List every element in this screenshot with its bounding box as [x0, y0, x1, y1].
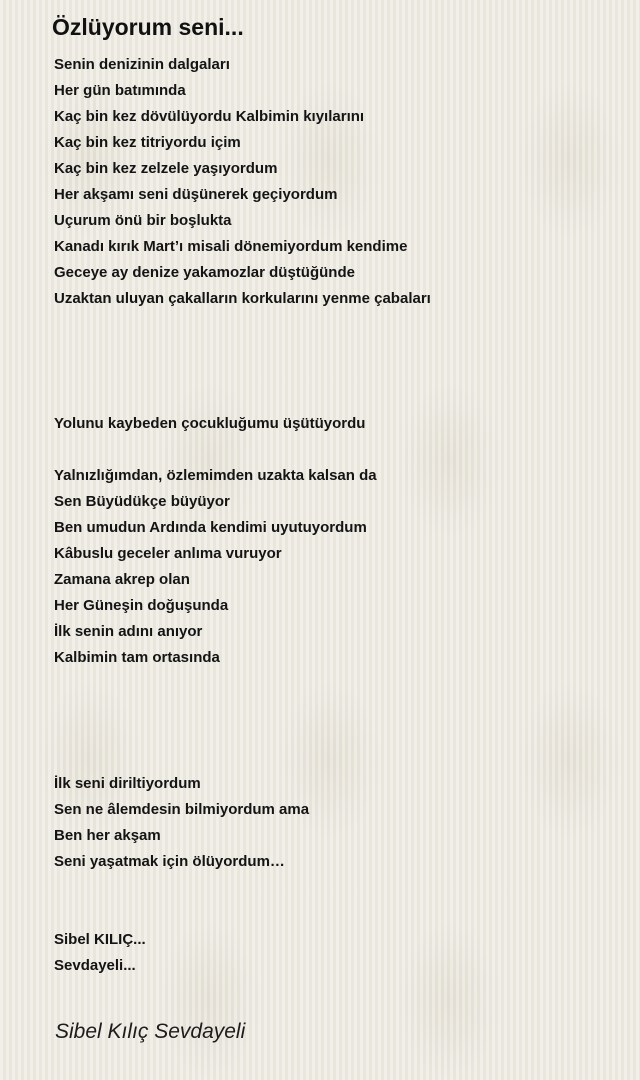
poem-line: Kanadı kırık Mart’ı misali dönemiyordum kendime — [54, 238, 408, 255]
poem-line: Seni yaşatmak için ölüyordum… — [54, 853, 285, 870]
poem-line: Senin denizinin dalgaları — [54, 56, 230, 73]
signature-line: Sibel KILIÇ... — [54, 931, 146, 948]
poem-line: Kaç bin kez titriyordu içim — [54, 134, 241, 151]
poem-line: Her Güneşin doğuşunda — [54, 597, 229, 614]
signature-block — [54, 927, 146, 979]
poem-line: Uçurum önü bir boşlukta — [54, 212, 232, 229]
poem-line: Sen ne âlemdesin bilmiyordum ama — [54, 801, 310, 818]
poem-line: Kaç bin kez dövülüyordu Kalbimin kıyılarını — [54, 108, 365, 125]
poem-line: Sen Büyüdükçe büyüyor — [54, 493, 230, 510]
signature-line: Sevdayeli... — [54, 957, 136, 974]
stanza-1 — [54, 52, 431, 312]
poem-line: Her akşamı seni düşünerek geçiyordum — [54, 186, 338, 203]
poem-line: İlk seni diriltiyordum — [54, 775, 201, 792]
poem-line: Her gün batımında — [54, 82, 186, 99]
poem-line: Zamana akrep olan — [54, 571, 190, 588]
stanza-2 — [54, 411, 377, 671]
poem-line: Kalbimin tam ortasında — [54, 649, 220, 666]
poem-line: Yalnızlığımdan, özlemimden uzakta kalsan da — [54, 467, 377, 484]
author-name: Sibel Kılıç Sevdayeli — [55, 1020, 246, 1043]
stanza-3 — [54, 771, 309, 875]
poem-line: Ben umudun Ardında kendimi uyutuyordum — [54, 519, 367, 536]
poem-blank-line — [54, 437, 377, 463]
poem-line: Kâbuslu geceler anlıma vuruyor — [54, 545, 282, 562]
poem-line: Uzaktan uluyan çakalların korkularını yenme çabaları — [54, 290, 431, 307]
poem-title: Özlüyorum seni... — [52, 14, 244, 40]
poem-line: Kaç bin kez zelzele yaşıyordum — [54, 160, 278, 177]
poem-line: Yolunu kaybeden çocukluğumu üşütüyordu — [54, 415, 366, 432]
poem-line: İlk senin adını anıyor — [54, 623, 203, 640]
poem-line: Geceye ay denize yakamozlar düştüğünde — [54, 264, 355, 281]
poem-line: Ben her akşam — [54, 827, 161, 844]
